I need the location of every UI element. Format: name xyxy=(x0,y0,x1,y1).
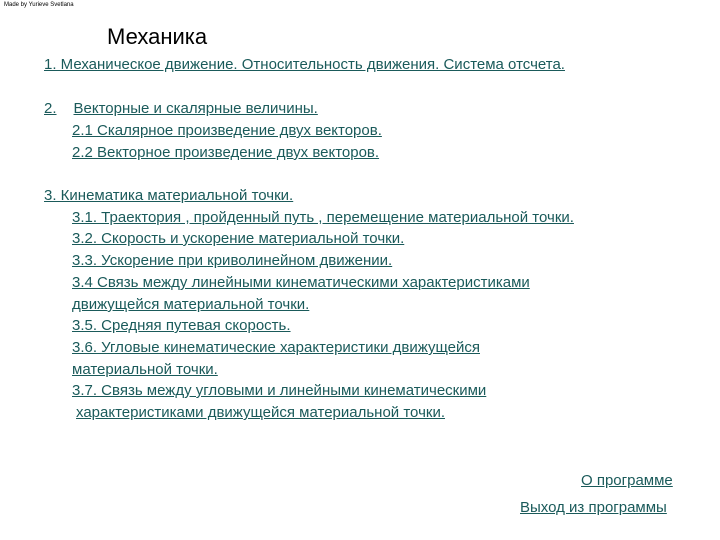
item-text: Векторные и скалярные величины. xyxy=(73,100,318,117)
link-vectors-scalars[interactable] xyxy=(44,99,318,119)
link-trajectory[interactable]: 3.1. Траектория , пройденный путь , перемещение материальной точки. xyxy=(72,209,574,226)
link-average-speed[interactable]: 3.5. Средняя путевая скорость. xyxy=(72,317,291,334)
link-angular-linear-relation-line2[interactable] xyxy=(44,403,445,423)
page-title: Механика xyxy=(107,24,208,49)
about-link[interactable]: О программе xyxy=(581,472,673,489)
link-kinematics[interactable]: 3. Кинематика материальной точки. xyxy=(44,187,294,204)
link-scalar-product[interactable]: 2.1 Скалярное произведение двух векторов. xyxy=(72,122,382,139)
exit-link[interactable]: Выход из программы xyxy=(520,499,667,516)
link-angular-linear-relation-line1[interactable]: 3.7. Связь между угловыми и линейными кинематическими xyxy=(72,382,487,399)
link-angular-kinematics-line1[interactable]: 3.6. Угловые кинематические характеристики движущейся xyxy=(72,339,480,356)
link-velocity-acceleration[interactable]: 3.2. Скорость и ускорение материальной точки. xyxy=(72,230,405,247)
link-curvilinear-acceleration[interactable]: 3.3. Ускорение при криволинейном движении. xyxy=(72,252,393,269)
item-number: 2. xyxy=(44,100,57,117)
link-linear-kinematics-line2[interactable] xyxy=(44,295,309,315)
link-text: характеристиками движущейся материальной точки. xyxy=(76,404,445,421)
author-credit: Made by Yurieve Svetlana xyxy=(4,2,74,8)
link-vector-product[interactable]: 2.2 Векторное произведение двух векторов. xyxy=(72,144,380,161)
link-mechanical-motion[interactable]: 1. Механическое движение. Относительность движения. Система отсчета. xyxy=(44,56,565,73)
link-text: движущейся материальной точки. xyxy=(72,296,310,313)
link-angular-kinematics-line2[interactable] xyxy=(44,360,218,380)
link-linear-kinematics-line1[interactable]: 3.4 Связь между линейными кинематическими характеристиками xyxy=(72,274,530,291)
link-text: материальной точки. xyxy=(72,361,218,378)
